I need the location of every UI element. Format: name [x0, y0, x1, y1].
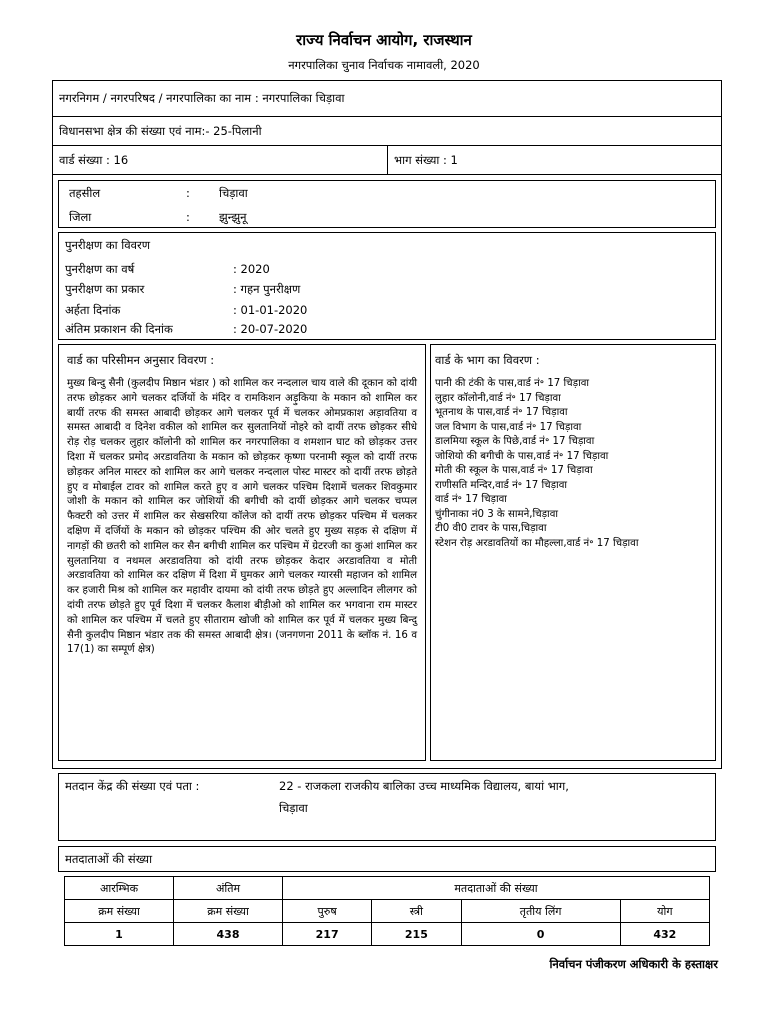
list-item: डालमिया स्कूल के पिछे,वार्ड नं॰ 17 चिड़ावा	[435, 436, 595, 447]
revision-type-label: पुनरीक्षण का प्रकार	[65, 282, 145, 296]
assembly-name: विधानसभा क्षेत्र की संख्या एवं नाम:- 25-पिलानी	[59, 124, 262, 138]
document-subtitle: नगरपालिका चुनाव निर्वाचक नामावली, 2020	[288, 58, 480, 72]
ward-parts-heading: वार्ड के भाग का विवरण :	[435, 353, 540, 367]
ward-number: वार्ड संख्या : 16	[59, 153, 129, 167]
publication-date-label: अंतिम प्रकाशन की दिनांक	[65, 322, 173, 336]
list-item: टी0 वी0 टावर के पास,चिड़ावा	[435, 523, 547, 534]
municipality-row	[52, 80, 722, 117]
list-item: जल विभाग के पास,वार्ड नं॰ 17 चिड़ावा	[435, 421, 582, 433]
col-end-header: अंतिम	[174, 877, 283, 900]
list-item: वार्ड नं॰ 17 चिड़ावा	[435, 494, 507, 505]
col-end-subheader: क्रम संख्या	[174, 900, 283, 923]
total-count-value: 432	[620, 923, 709, 946]
third-gender-count-value: 0	[461, 923, 620, 946]
polling-station-city: चिड़ावा	[279, 801, 308, 815]
ward-parts-box	[430, 344, 716, 761]
list-item: लुहार कॉलोनी,वार्ड नं॰ 17 चिड़ावा	[435, 392, 561, 404]
list-item: भूतनाथ के पास,वार्ड नं॰ 17 चिड़ावा	[435, 407, 568, 418]
ward-parts-list	[435, 377, 639, 551]
revision-box	[58, 232, 716, 340]
municipality-name: नगरनिगम / नगरपरिषद / नगरपालिका का नाम : नगरपालिका चिड़ावा	[59, 91, 345, 105]
list-item: चुंगीनाका नं0 3 के सामने,चिड़ावा	[435, 508, 559, 520]
end-serial-value: 438	[174, 923, 283, 946]
revision-heading: पुनरीक्षण का विवरण	[65, 238, 151, 252]
tehsil-label: तहसील	[69, 186, 101, 200]
voter-count-heading: मतदाताओं की संख्या	[65, 852, 153, 866]
col-male-header: पुरुष	[283, 900, 372, 923]
list-item: जोशियो की बगीची के पास,वार्ड नं॰ 17 चिड़ावा	[435, 450, 609, 462]
qualifying-date-label: अर्हता दिनांक	[65, 303, 121, 317]
voter-group-header: मतदाताओं की संख्या	[283, 877, 710, 900]
ward-number-cell	[52, 145, 388, 175]
qualifying-date-value: : 01-01-2020	[233, 303, 308, 317]
document-title: राज्य निर्वाचन आयोग, राजस्थान	[296, 31, 472, 49]
revision-type-value: : गहन पुनरीक्षण	[233, 282, 301, 296]
list-item: राणीसति मन्दिर,वार्ड नं॰ 17 चिड़ावा	[435, 479, 567, 491]
list-item: स्टेशन रोड़ अरडावतियों का मौहल्ला,वार्ड नं॰ 17 चिड़ावा	[435, 537, 639, 549]
assembly-row	[52, 116, 722, 146]
revision-year-label: पुनरीक्षण का वर्ष	[65, 262, 135, 276]
part-number-cell	[387, 145, 722, 175]
tehsil-value: चिड़ावा	[219, 186, 248, 200]
list-item: मोती की स्कूल के पास,वार्ड नं॰ 17 चिड़ावा	[435, 465, 593, 476]
polling-station-box	[58, 773, 716, 841]
publication-date-value: : 20-07-2020	[233, 322, 308, 336]
polling-station-label: मतदान केंद्र की संख्या एवं पता :	[65, 779, 200, 793]
boundary-box	[58, 344, 426, 761]
district-label: जिला	[69, 210, 92, 224]
female-count-value: 215	[372, 923, 461, 946]
voter-count-heading-box	[58, 846, 716, 872]
col-female-header: स्त्री	[372, 900, 461, 923]
col-total-header: योग	[620, 900, 709, 923]
col-start-subheader: क्रम संख्या	[65, 900, 174, 923]
district-value: झुन्झुनू	[219, 210, 247, 224]
part-number: भाग संख्या : 1	[394, 153, 458, 167]
voter-stats-table	[64, 876, 710, 946]
col-third-gender-header: तृतीय लिंग	[461, 900, 620, 923]
district-separator: :	[186, 210, 190, 224]
revision-year-value: : 2020	[233, 262, 270, 276]
male-count-value: 217	[283, 923, 372, 946]
boundary-description: मुख्य बिन्दु सैनी (कुलदीप मिष्ठान भंडार ) को शामिल कर नन्दलाल चाय वाले की दूकान को दांयी तरफ छोड़कर आगे चलकर दर्जियों के मंदिर व रामकिशन अड़ुकिया के मकान को शामिल कर बायीं तरफ की समस्त आबादी छोड़कर आगे चलकर पूर्व में चलकर ओमप्रकाश अड़ावतिया व समस्त आबादी व दिनेश वकील को शामिल कर सुलतानियों नोहरे को दायीं तरफ छोड़कर सीधे रोड़ रोड़ चलकर लुहार कॉलोनी को शामिल कर नगरपालिका व शमशान घाट को छोड़कर उत्तर दिशा में चलकर प्रमोद अरडावतिया के मकान को छोड़कर कृष्णा परनामी स्कूल को दायीं तरफ छोड़कर अनिल मास्टर को शामिल कर आगे चलकर नन्दलाल पोस्ट मास्टर को दायीं तरफ छोड़ते हुए व मोबाईल टावर को शामिल करते हुए व आगे चलकर पश्चिम दिशामें चलकर शिवकुमार जोशी के मकान को शामिल कर जोशियों की बगीची को दायीं छोड़कर आगे चलकर चप्पल फैक्टरी को उत्तर में शामिल कर सेखसरिया कॉलेज को दायीं तरफ छोड़कर पश्चिम में चलकर दक्षिण में दर्जियों के मकान को छोड़कर पश्चिम की ओर चलते हुए मुख्य सड़क से दक्षिण में नागड़ों की छतरी को शामिल कर सैन बगीची शामिल कर पश्चिम में ग्रेटरजी का कुआं शामिल कर सुलतानिया व नथमल अरडावतिया को दांयी तरफ छोड़कर केदार अरडावतिया व मोती अरडावतिया को शामिल कर दक्षिण में दिशा में घुमकर आगे चलकर ग्यारसी महाजन को शामिल कर हजारी मिश्र को शामिल कर महावीर दायमा को दांयी तरफ छोड़ते हुए अल्लादिन लीलगर को दांयी तरफ छोड़ते हुए पूर्व दिशा में चलकर कैलाश बीड़ीओ को शामिल कर भगवाना राम मास्टर को शामिल कर पश्चिम में चलते हुए सीताराम खोजी को शामिल कर पूर्व में चलकर मुख्य बिन्दु सैनी कुलदीप मिष्ठान भंडार तक की समस्त आबादी क्षेत्र। (जनगणना 2011 के ब्लॉक नं. 16 व 17(1) का सम्पूर्ण क्षेत्र)	[67, 378, 417, 656]
polling-station-address: 22 - राजकला राजकीय बालिका उच्च माध्यमिक विद्यालय, बायां भाग,	[279, 779, 569, 793]
col-start-header: आरम्भिक	[65, 877, 174, 900]
list-item: पानी की टंकी के पास,वार्ड नं॰ 17 चिड़ावा	[435, 378, 590, 389]
tehsil-separator: :	[186, 186, 190, 200]
location-box	[58, 180, 716, 228]
registration-officer-signature: निर्वाचन पंजीकरण अधिकारी के हस्ताक्षर	[549, 957, 718, 971]
boundary-heading: वार्ड का परिसीमन अनुसार विवरण :	[67, 353, 215, 367]
start-serial-value: 1	[65, 923, 174, 946]
